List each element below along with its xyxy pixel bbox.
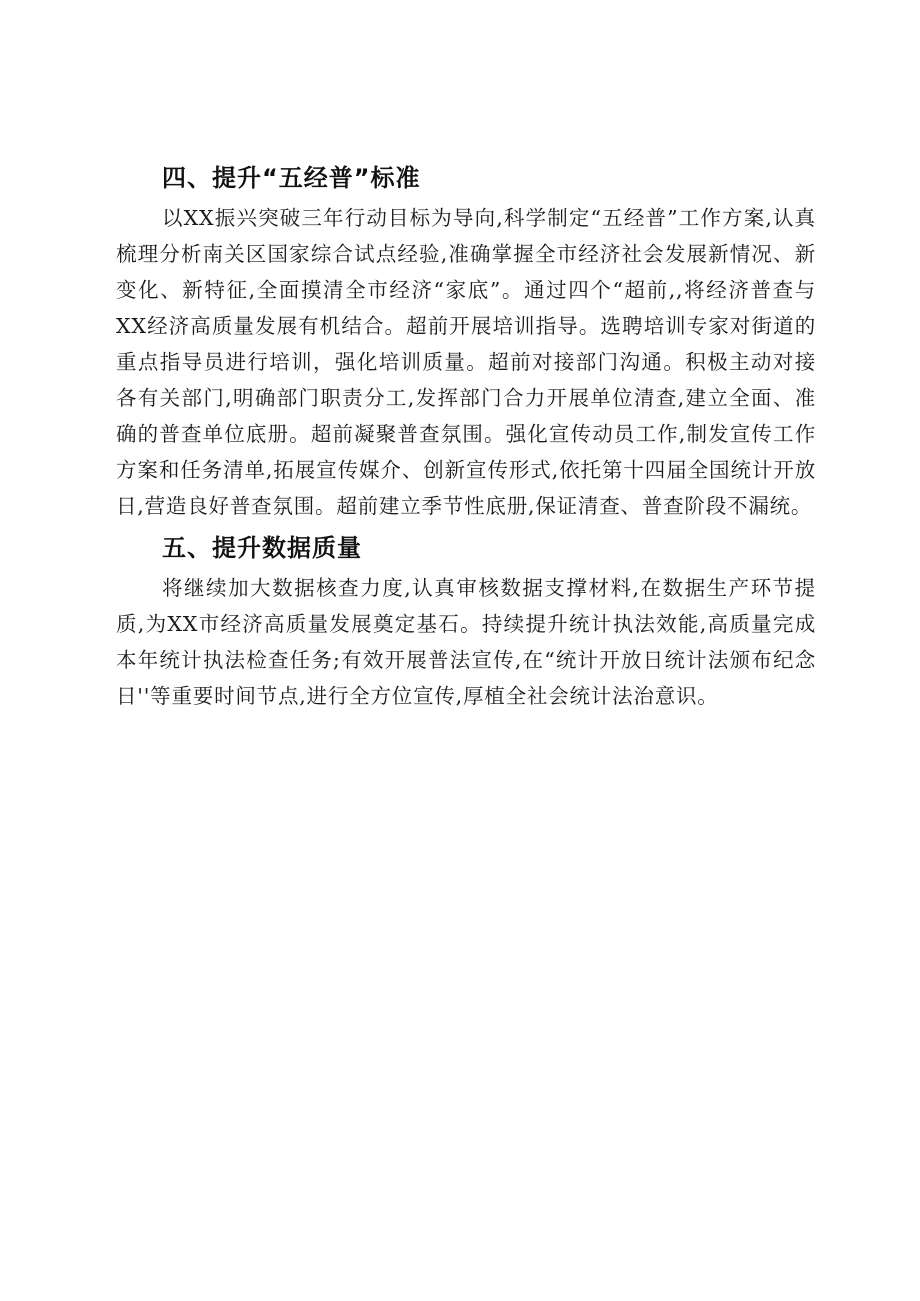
section-paragraph-four: 以XX振兴突破三年行动目标为导向,科学制定“五经普”工作方案,认真梳理分析南关区国家综合试点经验,准确掌握全市经济社会发展新情况、新变化、新特征,全面摸清全市经济“家底”。通过四个“超前,,将经济普查与XX经济高质量发展有机结合。超前开展培训指导。选聘培训专家对街道的重点指导员进行培训，强化培训质量。超前对接部门沟通。积极主动对接各有关部门,明确部门职责分工,发挥部门合力开展单位清查,建立全面、准确的普查单位底册。超前凝聚普查氛围。强化宣传动员工作,制发宣传工作方案和任务清单,拓展宣传媒介、创新宣传形式,依托第十四届全国统计开放日,营造良好普查氛围。超前建立季节性底册,保证清查、普查阶段不漏统。 bbox=[116, 206, 816, 518]
section-heading-four: 四、提升“五经普”标准 bbox=[162, 164, 421, 192]
document-body bbox=[116, 158, 816, 714]
section-heading-five: 五、提升数据质量 bbox=[162, 534, 362, 562]
section-paragraph-five: 将继续加大数据核查力度,认真审核数据支撑材料,在数据生产环节提质,为XX市经济高质量发展奠定基石。持续提升统计执法效能,高质量完成本年统计执法检查任务;有效开展普法宣传,在“统计开放日统计法颁布纪念日''等重要时间节点,进行全方位宣传,厚植全社会统计法治意识。 bbox=[116, 576, 816, 708]
